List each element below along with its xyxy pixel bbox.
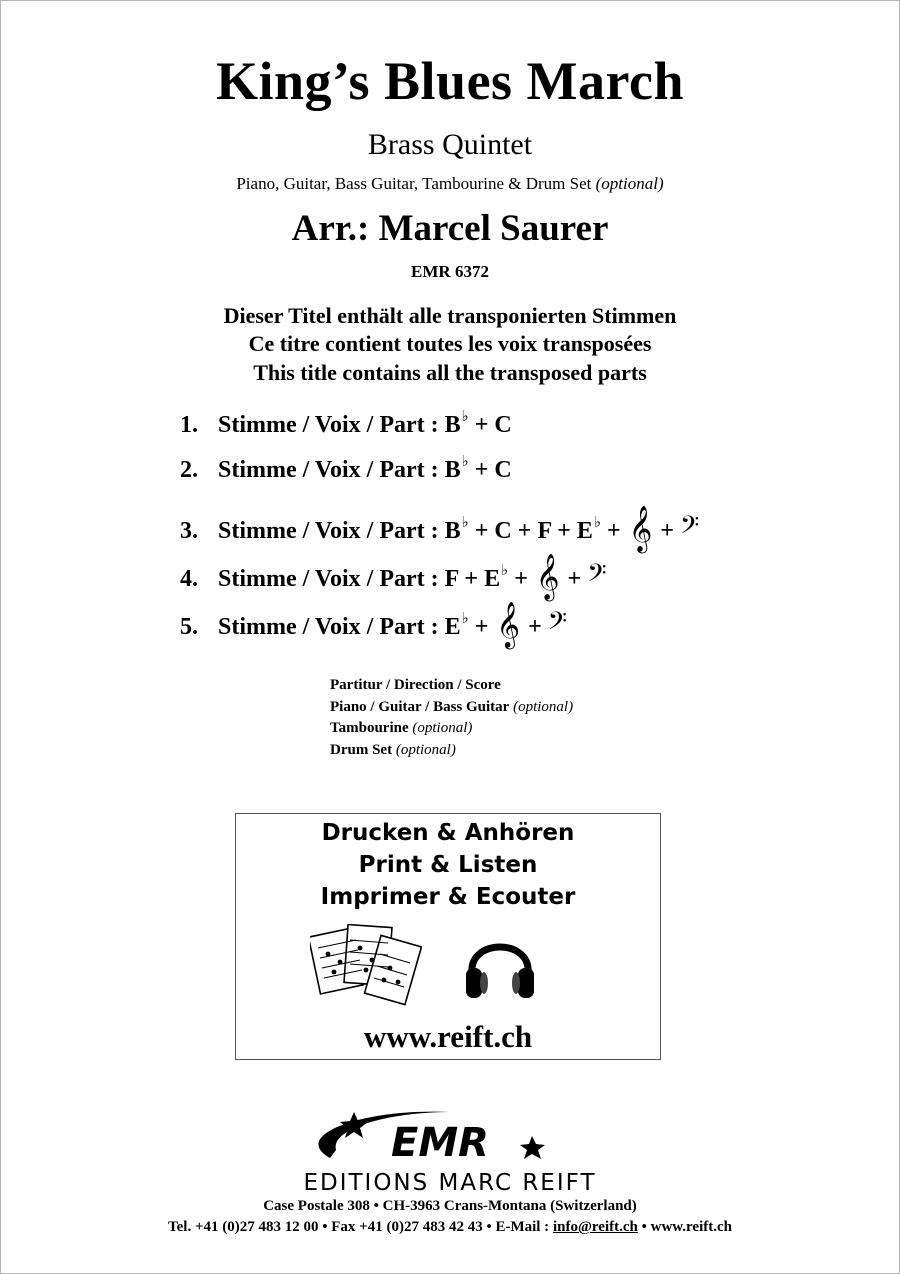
part-number: 2. [180,457,198,483]
catalog-number: EMR 6372 [411,262,489,281]
print-listen-box[interactable] [235,813,661,1060]
subtitle: Brass Quintet [367,128,533,161]
print-box-line-en: Print & Listen [358,852,538,878]
headphones-icon [464,924,536,1004]
page-title: King’s Blues March [215,51,685,111]
key-C: C [494,412,512,438]
part-row: 1. Stimme / Voix / Part : B♭ + C [180,409,512,438]
key-E-flat: E♭ [576,515,602,544]
contents-item: Piano / Guitar / Bass Guitar (optional) [330,698,574,715]
contents-item: Drum Set (optional) [330,741,456,758]
part-label: Stimme / Voix / Part : [218,518,439,544]
treble-clef-icon: 𝄞 [535,554,560,600]
contents-item: Tambourine (optional) [330,720,473,736]
part-row: 2. Stimme / Voix / Part : B♭ + C [180,454,512,483]
publisher-contact [0,1219,900,1236]
emr-logo-text: EMR [391,1120,489,1166]
treble-clef-icon: 𝄞 [628,506,653,552]
language-line-en: This title contains all the transposed parts [253,360,647,385]
key-C: C [494,457,512,483]
key-B-flat: B♭ [444,454,469,483]
instrumentation [0,174,900,194]
part-row: 3. Stimme / Voix / Part : B♭ + C + F + E♭ + 𝄞 + 𝄢 [180,506,700,552]
language-line-de: Dieser Titel enthält alle transponierten Stimmen [223,303,677,328]
website-link[interactable]: www.reift.ch [363,1019,533,1054]
part-label: Stimme / Voix / Part : [218,614,439,640]
print-box-line-fr: Imprimer & Ecouter [320,884,576,910]
key-F: F [537,518,552,544]
key-C: C [494,518,512,544]
publisher-name: EDITIONS MARC REIFT [303,1170,597,1196]
part-number: 1. [180,412,198,438]
part-number: 4. [180,566,198,592]
print-box-line-de: Drucken & Anhören [321,820,575,846]
part-label: Stimme / Voix / Part : [218,566,439,592]
contents-item: Partitur / Direction / Score [330,677,501,693]
key-E-flat: E♭ [484,563,509,592]
part-row: 5. Stimme / Voix / Part : E♭ + 𝄞 + 𝄢 [180,602,568,648]
email-link[interactable]: info@reift.ch [552,1219,638,1235]
part-number: 3. [180,518,198,544]
bass-clef-icon: 𝄢 [587,559,607,594]
part-label: Stimme / Voix / Part : [218,457,439,483]
contact-website: • www.reift.ch [637,1219,732,1235]
part-row: 4. Stimme / Voix / Part : F + E♭ + 𝄞 + 𝄢 [180,554,607,600]
contents-list [330,675,573,761]
emr-logo [300,1106,570,1168]
treble-clef-icon: 𝄞 [496,602,521,648]
key-B-flat: B♭ [444,515,469,544]
arranger: Arr.: Marcel Saurer [291,208,609,249]
key-B-flat: B♭ [444,409,469,438]
bass-clef-icon: 𝄢 [680,511,700,546]
language-line-fr: Ce titre contient toutes les voix transposées [248,331,652,356]
key-E-flat: E♭ [444,611,469,640]
key-F: F [444,566,459,592]
contact-phone-fax: Tel. +41 (0)27 483 12 00 • Fax +41 (0)27 483 42 43 • E-Mail : [168,1219,553,1235]
bass-clef-icon: 𝄢 [547,607,568,642]
part-label: Stimme / Voix / Part : [218,412,439,438]
instrumentation-optional: (optional) [595,174,664,193]
part-number: 5. [180,614,198,640]
publisher-address: Case Postale 308 • CH-3963 Crans-Montana (Switzerland) [263,1198,637,1214]
instrumentation-text: Piano, Guitar, Bass Guitar, Tambourine & Drum Set [236,174,592,193]
sheet-music-icon [310,924,422,1009]
